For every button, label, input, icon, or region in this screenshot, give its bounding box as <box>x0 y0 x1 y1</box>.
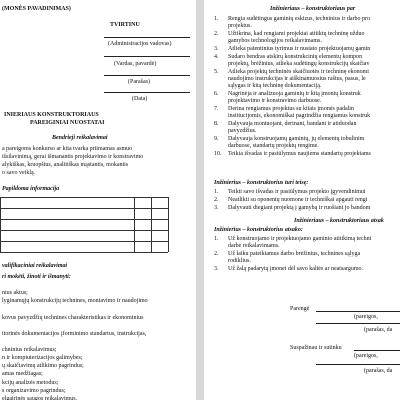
approve-label: TVIRTINU <box>110 22 140 28</box>
list-item: s organizavimo pagrindus; <box>2 388 66 394</box>
agreed-sign-line <box>316 364 400 365</box>
function-number: 10. <box>214 151 222 157</box>
function-number: 7. <box>214 106 219 112</box>
title-line-2: PAREIGINIAI NUOSTATAI <box>30 120 105 126</box>
resp-number: 3. <box>214 266 219 272</box>
functions-header: Inžinieriaus – konstruktoriaus par <box>270 6 356 12</box>
prepared-line <box>316 311 400 312</box>
para-line: alykiškas, kruopštus, analitiškas mąstantis, mokantis <box>2 162 129 168</box>
section-general: Bendrieji reikalavimai <box>52 135 108 141</box>
function-line: Atlieka patentinius tyrimus ir nustato projektuojamų gamin <box>228 46 371 52</box>
function-line: darbuose, standartų projektų rengime. <box>228 143 319 149</box>
right-page <box>204 0 400 400</box>
rights-header: Inžinierius – konstruktorius turi teisę: <box>214 180 309 186</box>
resp-line: Už konstruojamo ir projektuojamo gaminio atitikimą techni <box>228 236 372 242</box>
responsibility-header-center: Inžinieriaus – konstruktoriaus atsak <box>294 218 384 224</box>
position-caption: (pareigos, <box>354 314 378 320</box>
function-line: Dalyvauja montuojant, derinant, bandant ir atiduodan <box>228 121 357 127</box>
function-line: Atlieka projektų techninės skaičiuotės ir techninę ekonomi <box>228 69 369 75</box>
function-line: Sudaro bendras atskirų konstrukcinių elementų kompon <box>228 54 363 60</box>
function-number: 9. <box>214 136 219 142</box>
function-line: Derina rengiamus projektus su kitais įmonės padalin <box>228 106 354 112</box>
prepared-label: Parengė <box>290 306 310 312</box>
right-number: 2. <box>214 197 219 203</box>
list-item: amas medžiagas; <box>2 371 43 377</box>
function-line: projektų, brėžinius, atlieka sudėtingų konstrukcijų skaičiav <box>228 61 370 67</box>
prepared-sign-line <box>316 323 400 324</box>
function-line: institucijomis, ekonomiškai pagrindžia rengiamus konstruk <box>228 113 371 119</box>
resp-line: rodiklius. <box>228 258 251 264</box>
function-number: 5. <box>214 69 219 75</box>
function-line: Rengia sudėtingus gaminių eskizus, techninius ir darbo pro <box>228 16 370 22</box>
function-number: 1. <box>214 16 219 22</box>
function-number: 8. <box>214 121 219 127</box>
name-caption: (Vardas, pavardė) <box>114 61 157 67</box>
org-name: (MONĖS PAVADINIMAS) <box>2 6 71 12</box>
sign-caption: (Parašas) <box>128 79 150 85</box>
head-line <box>104 37 190 38</box>
resp-line: darbe reikalavimams. <box>228 243 280 249</box>
list-item: kcijų analizės metodus; <box>2 380 59 386</box>
date-caption: (Data) <box>132 96 148 102</box>
list-item: kovus pavyzdžių technines charakteristikas ir ekonominius <box>2 315 144 321</box>
function-line: projektus. <box>228 23 252 29</box>
agreed-line <box>354 350 400 351</box>
function-line: gamybos technologijos reikalavimams. <box>228 38 322 44</box>
page-gutter <box>196 0 204 400</box>
resp-number: 1. <box>214 236 219 242</box>
function-line: projektavimo ir konstravimo darbuose. <box>228 98 322 104</box>
function-line: Užtikrina, kad rengiami projektai atitiktų techninę užduo <box>228 31 365 37</box>
title-line-1: INIERIAUS KONSTRUKTORIAUS <box>4 112 99 118</box>
para-line: a pareigoms konkurso ar kita tvarka priimamas asmuo <box>2 146 133 152</box>
agreed-label: Suspažinau ir sutinku <box>290 345 342 351</box>
function-line: pavyzdžius. <box>228 128 257 134</box>
function-number: 4. <box>214 54 219 60</box>
function-line: Teikia išvadas ir pasiūlymus naujiems standartų projektams <box>228 151 371 157</box>
signature-caption: (parašas, da <box>364 327 393 333</box>
right-number: 1. <box>214 189 219 195</box>
sign-line <box>104 75 190 76</box>
position-caption: (pareigos, <box>354 353 378 359</box>
resp-line: Už žalą padarytą įmonei dėl savo kaltės ar neatsargumo. <box>228 266 364 272</box>
list-item: lyginamųjų konstrukcijų technines, montavimo ir naudojimo <box>2 298 148 304</box>
function-number: 6. <box>214 91 219 97</box>
resp-line: Už laiku pateiktamus darbo brėžinius, technines sąlyga <box>228 251 361 257</box>
list-item: n ir kompiuterizacijos galimybes; <box>2 355 83 361</box>
resp-number: 2. <box>214 251 219 257</box>
left-page <box>0 0 196 400</box>
list-item: nius aktus; <box>2 290 28 296</box>
function-line: Dalyvauja konstruojamų gaminių, jų elementų tobulinim <box>228 136 365 142</box>
right-text: Dalyvauti diegiant projektą į gamybą ir ruošiant jo bandom <box>228 205 371 211</box>
responsibility-header: Inžinierius – konstruktorius atsako: <box>214 227 303 233</box>
list-item: ų skaičiavimų atlikimo pagrindus; <box>2 363 84 369</box>
section-qualification: valifikaciniai reikalavimai <box>2 263 68 269</box>
section-additional: Papildoma informacija <box>2 186 60 192</box>
para-line: o savo veiklą. <box>2 170 36 176</box>
function-line: sąlygas ir kitą techninę dokumentaciją. <box>228 83 322 89</box>
name-line <box>104 56 190 57</box>
list-item: chninius reikalavimus; <box>2 347 57 353</box>
right-number: 3. <box>214 205 219 211</box>
date-line <box>104 92 190 93</box>
signature-caption: (parašas, da <box>364 368 393 374</box>
list-item: itorinės dokumentacijos įforminimo standartus, instrukcijas, <box>2 331 147 337</box>
function-line: Nagrinėja ir analizuoja gaminių ir kitą įmonių konstruk <box>228 91 361 97</box>
right-text: Neatlikti su oponentų nuomone ir techniškai apgauti rengi <box>228 197 368 203</box>
function-line: naudojimo instrukcijas ir aiškinamuosius raštus, pasus, le <box>228 76 366 82</box>
para-line: išsilavinimą, geraі išmanantis projektavimo ir konstravimo <box>2 154 144 160</box>
function-number: 2. <box>214 31 219 37</box>
right-text: Teikti savo išvadas ir pasiūlymus projekto įgyvendinimui <box>228 189 366 195</box>
head-caption: (Administracijos vadovas) <box>108 41 172 47</box>
list-item: elgairinės saugos reikalavimus. <box>2 396 78 400</box>
must-know-heading: ri mokėti, žinoti ir išmanyti: <box>2 274 71 280</box>
function-number: 3. <box>214 46 219 52</box>
